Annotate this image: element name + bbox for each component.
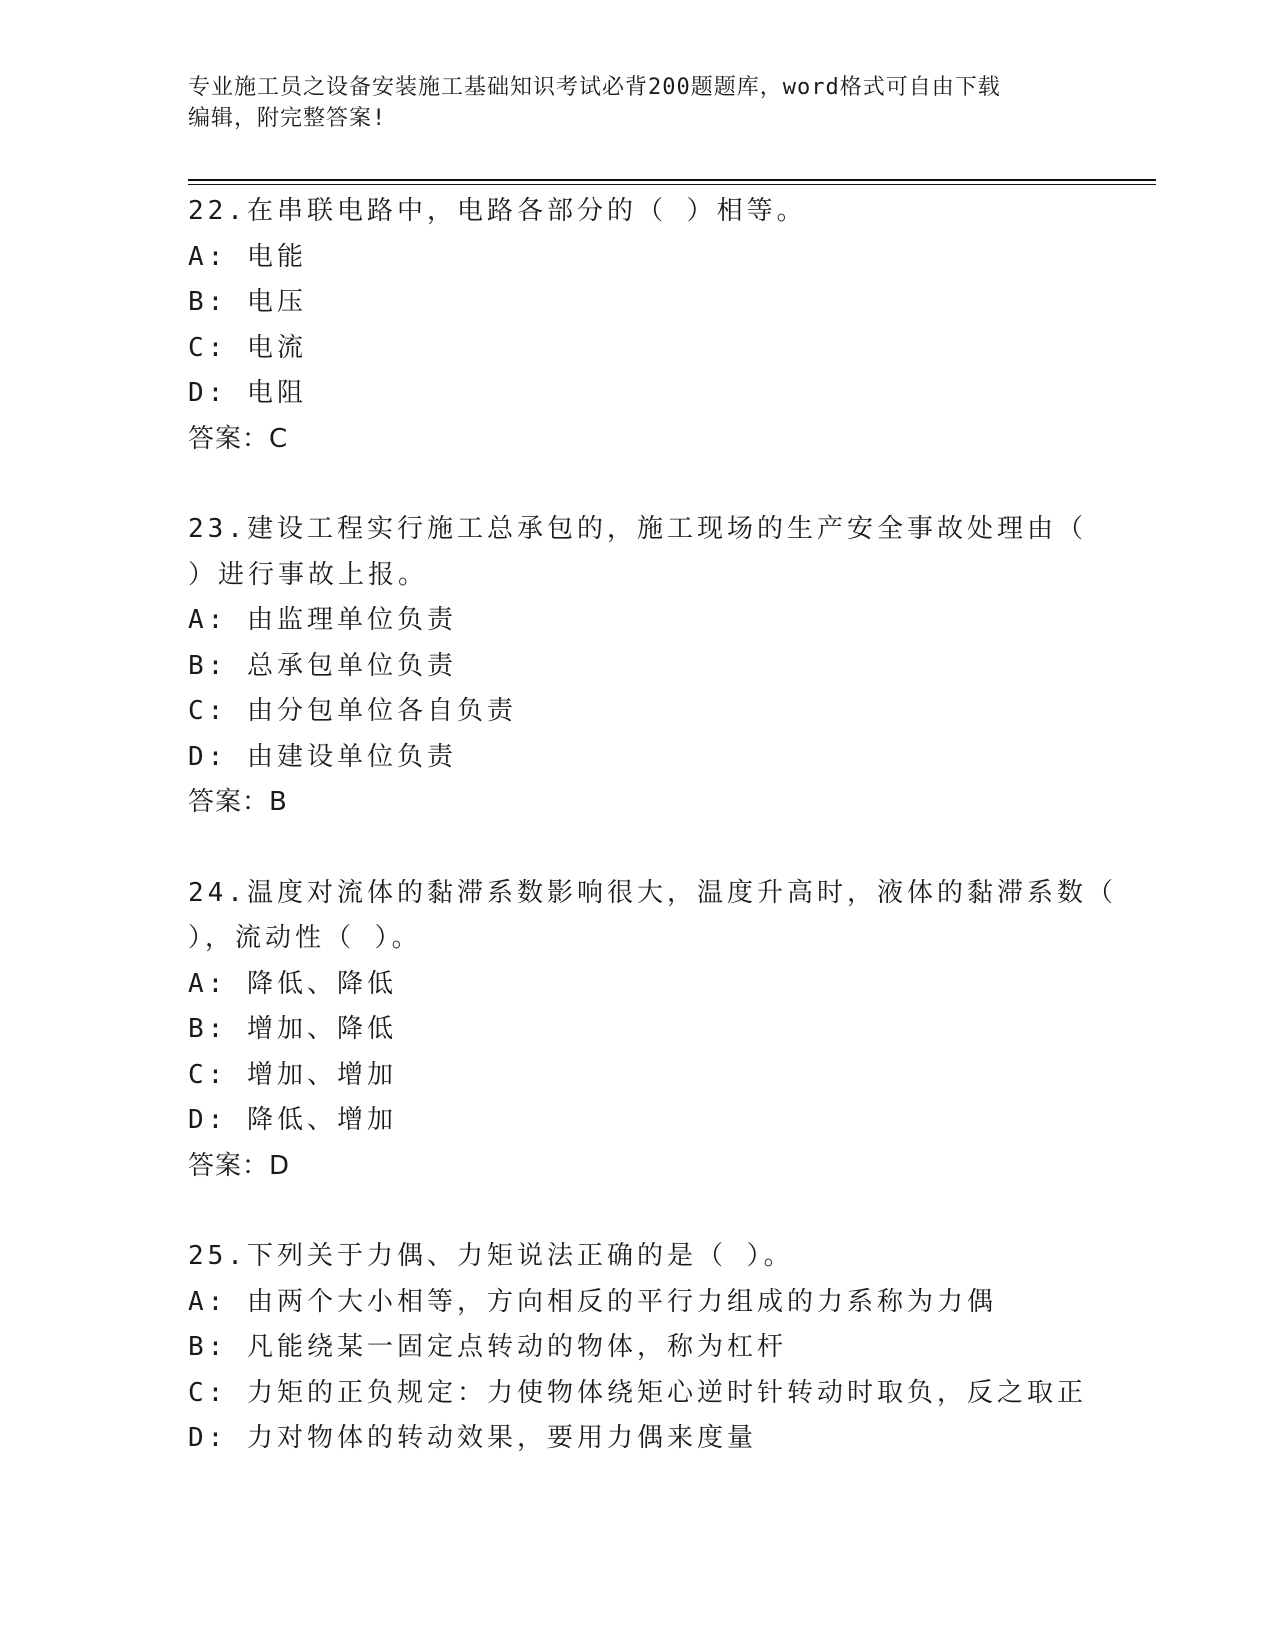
question-text: 23.建设工程实行施工总承包的，施工现场的生产安全事故处理由（ <box>188 514 1087 544</box>
question-25 <box>188 1234 1087 1462</box>
option-c: C: 增加、增加 <box>188 1059 397 1090</box>
question-list <box>188 189 1117 1507</box>
option-a: A: 由监理单位负责 <box>188 605 457 635</box>
answer-text: 答案：B <box>188 787 288 817</box>
question-22 <box>188 189 1068 462</box>
header-divider-thick <box>188 179 1156 181</box>
option-b: B: 总承包单位负责 <box>188 650 457 681</box>
option-d: D: 由建设单位负责 <box>188 741 457 772</box>
answer-text: 答案：D <box>188 1150 291 1181</box>
option-b: B: 电压 <box>188 287 307 317</box>
question-23 <box>188 507 1087 826</box>
document-header <box>188 72 1088 134</box>
option-c: C: 由分包单位各自负责 <box>188 696 517 726</box>
question-text: 25.下列关于力偶、力矩说法正确的是（ ）。 <box>188 1241 794 1271</box>
question-24 <box>188 871 1117 1190</box>
option-d: D: 力对物体的转动效果，要用力偶来度量 <box>188 1423 757 1453</box>
question-text-continued: ）进行事故上报。 <box>188 559 429 590</box>
header-divider-thin <box>188 184 1156 185</box>
option-a: A: 电能 <box>188 241 307 272</box>
option-b: B: 凡能绕某一固定点转动的物体，称为杠杆 <box>188 1332 787 1362</box>
header-line-1: 专业施工员之设备安装施工基础知识考试必背200题题库，word格式可自由下载 <box>188 75 1001 100</box>
option-d: D: 降低、增加 <box>188 1105 397 1135</box>
option-c: C: 力矩的正负规定：力使物体绕矩心逆时针转动时取负，反之取正 <box>188 1377 1087 1408</box>
option-d: D: 电阻 <box>188 378 307 408</box>
answer-text: 答案：C <box>188 423 289 454</box>
header-line-2: 编辑，附完整答案! <box>188 106 387 131</box>
question-text: 24.温度对流体的黏滞系数影响很大，温度升高时，液体的黏滞系数（ <box>188 877 1117 908</box>
option-c: C: 电流 <box>188 332 307 363</box>
question-text-continued: ），流动性（ ）。 <box>188 923 422 953</box>
option-b: B: 增加、降低 <box>188 1014 397 1044</box>
option-a: A: 由两个大小相等，方向相反的平行力组成的力系称为力偶 <box>188 1286 997 1317</box>
question-text: 22.在串联电路中，电路各部分的（ ）相等。 <box>188 196 807 226</box>
option-a: A: 降低、降低 <box>188 968 397 999</box>
